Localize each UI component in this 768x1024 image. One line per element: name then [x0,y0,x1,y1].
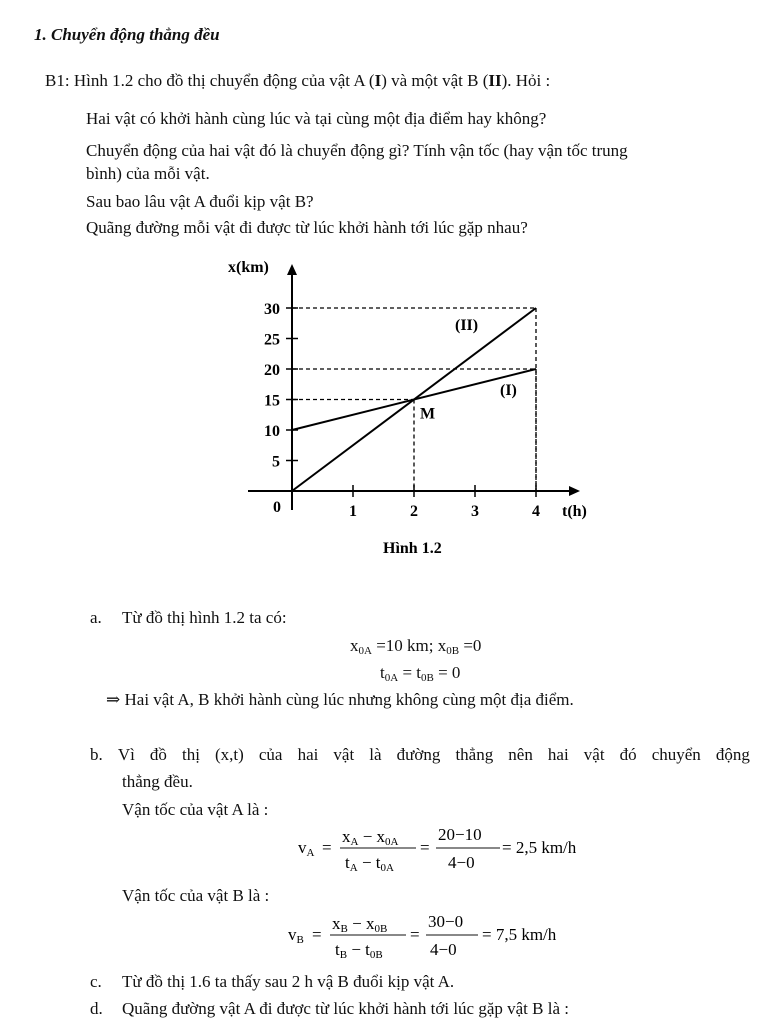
svg-text:tA − t0A: tA − t0A [345,853,394,874]
question-4: Quãng đường mỗi vật đi được từ lúc khởi hành tới lúc gặp nhau? [86,218,528,237]
svg-text:= 2,5 km/h: = 2,5 km/h [502,838,577,857]
exercise-intro-mid: ) và một vật B ( [381,71,489,90]
part-a [90,608,287,628]
svg-text:=: = [312,925,322,944]
label-II: II [488,71,502,90]
y-tick-label: 10 [264,423,280,440]
motion-graph [0,250,768,570]
part-c-label: c. [90,972,102,991]
part-b-word: đường [396,745,441,764]
part-b-label: b. [90,745,103,764]
part-d [90,999,569,1019]
part-b-word: hai [297,745,319,764]
x-tick-label: 1 [349,503,357,520]
part-b-word: động [715,745,750,764]
part-b-word: thẳng [455,745,494,764]
part-b-word: (x,t) [215,745,244,764]
part-b-word: chuyển [651,745,701,764]
question-3: Sau bao lâu vật A đuổi kịp vật B? [86,192,314,211]
formula-velocity-b [0,900,768,968]
x-tick-label: 3 [471,503,479,520]
y-tick-label: 15 [264,392,280,410]
svg-text:=: = [420,838,430,857]
svg-text:30−0: 30−0 [428,912,464,931]
part-b-word: vật [583,745,605,764]
part-b-word: của [258,745,283,764]
part-b-word: vật [333,745,355,764]
question-1: Hai vật có khởi hành cùng lúc và tại cùng một địa điểm hay không? [86,109,547,128]
velocity-b-intro: Vận tốc của vật B là : [122,886,270,905]
y-axis-arrow-icon [287,264,297,275]
exercise-intro [45,71,550,91]
x-axis-label: t(h) [562,503,587,520]
origin-label: 0 [273,499,281,516]
va-lhs: vA [298,838,315,859]
question-2-cont: bình) của mỗi vật. [86,164,210,183]
figure-caption: Hình 1.2 [383,540,442,557]
exercise-intro-post: ). Hỏi : [501,71,551,90]
part-b-word: hai [547,745,569,764]
part-b-word: đó [619,745,637,764]
part-b-word: Vì [117,745,135,764]
formula-velocity-a [0,815,768,880]
section-title: 1. Chuyển động thẳng đều [34,25,220,44]
svg-text:20−10: 20−10 [438,825,482,844]
exercise-label: B1: [45,71,70,90]
svg-text:4−0: 4−0 [430,940,457,959]
svg-text:tB − t0B: tB − t0B [335,940,383,961]
part-a-label: a. [90,608,102,627]
y-axis-label: x(km) [228,259,269,276]
initial-positions-equation: $x_{0A} =10$ km; $x_{0B} =0$ [350,636,482,657]
x-axis-arrow-icon [569,486,580,496]
y-tick-label: 25 [264,331,280,349]
part-a-conclusion: ⇒ Hai vật A, B khởi hành cùng lúc nhưng không cùng một địa điểm. [106,690,574,709]
part-d-text: Quãng đường vật A đi được từ lúc khởi hành tới lúc gặp vật B là : [122,999,569,1018]
svg-text:xB − x0B: xB − x0B [332,914,388,935]
vb-lhs: vB [288,925,304,946]
svg-text:4−0: 4−0 [448,853,475,872]
part-b-line-2: thẳng đều. [122,772,193,791]
series-label-II: (II) [455,317,479,334]
y-tick-label: 30 [264,301,280,318]
y-tick-label: 5 [272,453,280,471]
exercise-intro-pre: Hình 1.2 cho đồ thị chuyển động của vật A ( [69,71,375,90]
part-b-word: đồ [149,745,167,764]
x-tick-label: 2 [410,503,418,520]
implies-icon: ⇒ [106,690,121,709]
svg-text:=: = [410,925,420,944]
part-c-text: Từ đồ thị 1.6 ta thấy sau 2 h vậ B đuổi kịp vật A. [122,972,455,991]
part-a-text: Từ đồ thị hình 1.2 ta có: [122,608,287,627]
svg-text:xA − x0A: xA − x0A [342,827,399,848]
part-b-word: thị [181,745,200,764]
part-b-line-1 [90,745,750,765]
part-b-word: nên [508,745,533,764]
y-tick-label: 20 [264,362,280,379]
part-b-word: là [369,745,382,764]
label-I: I [374,71,382,90]
intersection-label-M: M [420,405,436,423]
series-label-I: (I) [500,382,517,399]
svg-text:= 7,5 km/h: = 7,5 km/h [482,925,557,944]
initial-times-equation: $t_{0A} = t_{0B} = 0$ [380,663,461,684]
part-c [90,972,454,992]
svg-text:=: = [322,838,332,857]
question-2: Chuyển động của hai vật đó là chuyển động gì? Tính vận tốc (hay vận tốc trung [86,141,628,160]
velocity-a-intro: Vận tốc của vật A là : [122,800,269,819]
part-d-label: d. [90,999,103,1018]
x-tick-label: 4 [532,503,540,520]
